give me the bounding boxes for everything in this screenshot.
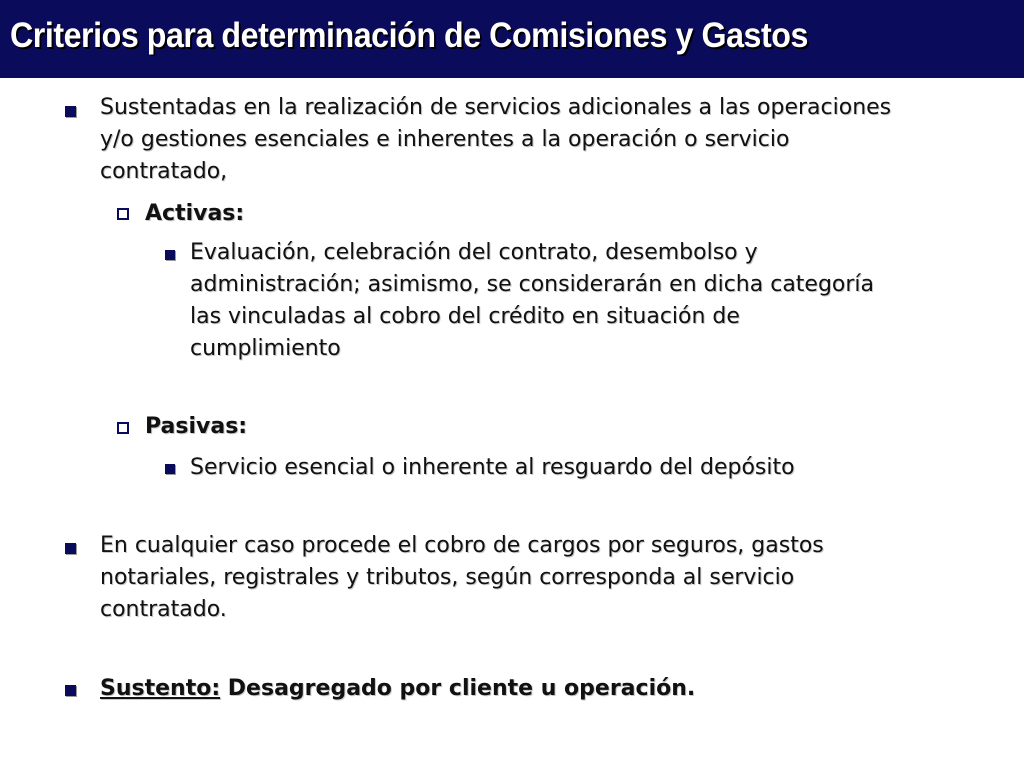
sustento-label: Sustento: [100,676,221,701]
detail-line: administración; asimismo, se considerarán en dicha categoría [190,272,875,297]
detail-line: Servicio esencial o inherente al resguardo del depósito [190,455,795,480]
activas-label: Activas: [145,201,245,226]
slide-title: Criterios para determinación de Comisiones y Gastos [10,16,808,55]
pasivas-label: Pasivas: [145,414,248,439]
sustento-text: Desagregado por cliente u operación. [220,676,696,701]
bullet-line: contratado, [100,159,228,184]
activas-detail [190,237,874,365]
square-bullet-icon [65,106,76,117]
square-bullet-icon [65,685,76,696]
square-bullet-icon [165,464,175,474]
title-bar [0,0,1024,78]
bullet-line: contratado. [100,597,227,622]
detail-line: cumplimiento [190,336,341,361]
square-bullet-icon [65,543,76,554]
detail-line: las vinculadas al cobro del crédito en situación de [190,304,740,329]
slide-body [0,78,1024,768]
bullet-line: y/o gestiones esenciales e inherentes a la operación o servicio [100,127,790,152]
square-bullet-icon [165,250,175,260]
bullet-servicios-adicionales [100,92,891,188]
hollow-square-bullet-icon [117,422,129,434]
bullet-sustento [100,673,695,705]
bullet-line: notariales, registrales y tributos, según corresponda al servicio [100,565,795,590]
bullet-cargos [100,530,824,626]
bullet-line: En cualquier caso procede el cobro de cargos por seguros, gastos [100,533,824,558]
subheading-pasivas [145,411,247,443]
hollow-square-bullet-icon [117,208,129,220]
subheading-activas [145,198,244,230]
bullet-line: Sustentadas en la realización de servicios adicionales a las operaciones [100,95,892,120]
detail-line: Evaluación, celebración del contrato, desembolso y [190,240,758,265]
pasivas-detail [190,452,795,484]
